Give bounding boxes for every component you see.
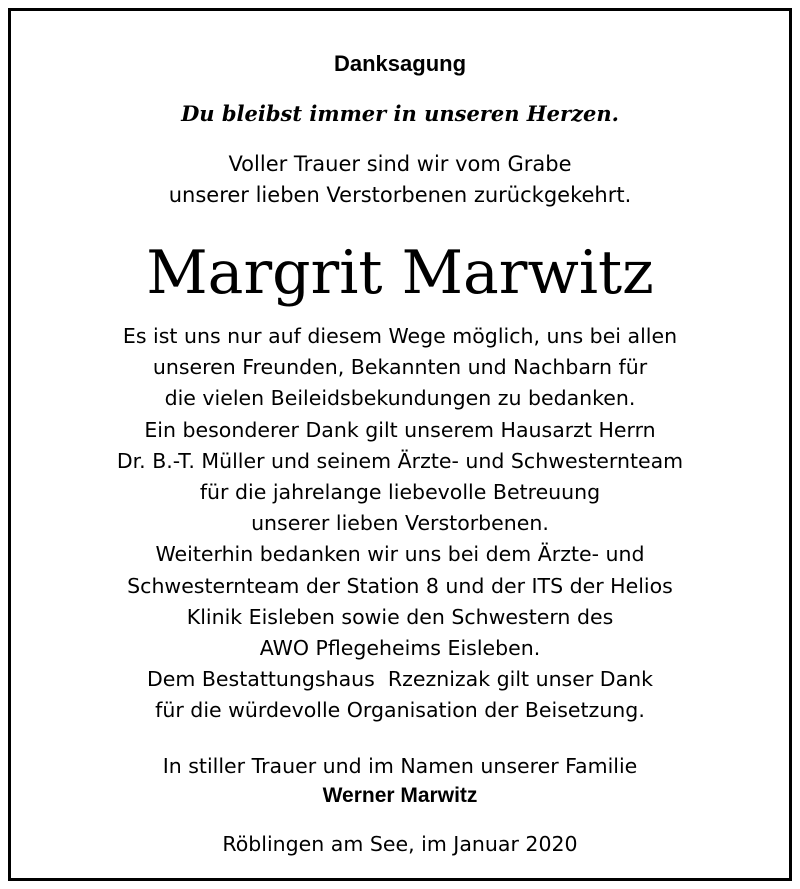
- thanks-line: Weiterhin bedanken wir uns bei dem Ärzte- und: [155, 542, 645, 567]
- intro-text: [11, 149, 789, 211]
- deceased-name: Margrit Marwitz: [146, 238, 654, 308]
- closing-block: [11, 751, 789, 811]
- notice-frame: [8, 8, 792, 881]
- intro-line: unserer lieben Verstorbenen zurückgekehrt.: [168, 183, 632, 207]
- thanks-line: Es ist uns nur auf diesem Wege möglich, uns bei allen: [122, 324, 678, 348]
- notice-heading: Danksagung: [333, 51, 467, 76]
- thanks-line: unserer lieben Verstorbenen.: [251, 511, 549, 536]
- intro-line: Voller Trauer sind wir vom Grabe: [228, 152, 572, 176]
- thanks-line: Klinik Eisleben sowie den Schwestern des: [186, 604, 614, 629]
- thanks-line: AWO Pflegeheims Eisleben.: [259, 636, 541, 661]
- thanks-line: Dem Bestattungshaus Rzeznizak gilt unser Dank: [146, 667, 654, 692]
- thanks-line: Schwesternteam der Station 8 und der ITS der Helios: [127, 573, 673, 598]
- place-date: Röblingen am See, im Januar 2020: [222, 832, 578, 856]
- signer-name: Werner Marwitz: [322, 784, 478, 807]
- thanks-text: [11, 321, 789, 727]
- thanks-line: Dr. B.-T. Müller und seinem Ärzte- und Schwesternteam: [116, 448, 684, 473]
- thanks-line: für die würdevolle Organisation der Beisetzung.: [155, 698, 645, 723]
- thanks-line: für die jahrelange liebevolle Betreuung: [199, 480, 601, 505]
- thanks-line: die vielen Beileidsbekundungen zu bedanken.: [164, 386, 636, 411]
- thanks-line: unseren Freunden, Bekannten und Nachbarn für: [152, 355, 648, 380]
- thanks-line: Ein besonderer Dank gilt unserem Hausarzt Herrn: [144, 417, 656, 442]
- notice-motto: Du bleibst immer in unseren Herzen.: [181, 101, 619, 126]
- closing-line: In stiller Trauer und im Namen unserer Familie: [162, 754, 638, 778]
